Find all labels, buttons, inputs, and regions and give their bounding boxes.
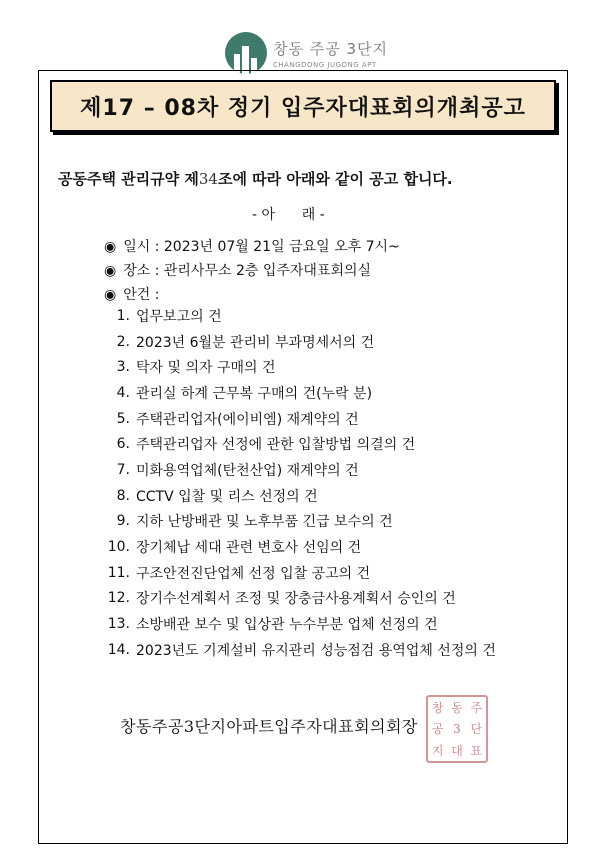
agenda-number: 3. (116, 359, 130, 376)
agenda-list (104, 303, 496, 663)
agenda-number: 5. (116, 410, 130, 427)
seal-character: 3 (453, 721, 461, 736)
agenda-number: 8. (116, 487, 130, 504)
agenda-number: 1. (116, 307, 130, 324)
seal-character: 공 (431, 722, 444, 737)
agenda-label: 안건 : (123, 287, 160, 303)
bullet-icon: ◉ (104, 287, 117, 303)
section-heading: - 아 래 - (252, 207, 325, 223)
datetime-text: 일시 : 2023년 07월 21일 금요일 오후 7시~ (123, 239, 400, 255)
agenda-number: 2. (116, 333, 130, 350)
location-text: 장소 : 관리사무소 2층 입주자대표회의실 (123, 263, 372, 279)
bullet-icon: ◉ (104, 239, 117, 255)
agenda-item (104, 637, 496, 663)
agenda-text: 구조안전진단업체 선정 입찰 공고의 건 (136, 565, 371, 582)
logo-english-name: CHANGDONG JUGONG APT (273, 60, 377, 69)
agenda-item (104, 586, 496, 612)
agenda-text: 지하 난방배관 및 노후부품 긴급 보수의 건 (136, 514, 393, 531)
title-box (50, 80, 556, 132)
agenda-text: 미화용역업체(탄천산업) 재계약의 건 (136, 462, 359, 479)
agenda-item (104, 457, 496, 483)
agenda-item (104, 406, 496, 432)
agenda-item (104, 380, 496, 406)
intro-suffix: 조에 따라 아래와 같이 공고 합니다. (217, 170, 453, 188)
agenda-text: CCTV 입찰 및 리스 선정의 건 (136, 488, 318, 505)
agenda-number: 11. (107, 564, 130, 581)
agenda-item (104, 611, 496, 637)
agenda-item (104, 509, 496, 535)
intro-prefix: 공동주택 관리규약 제 (58, 170, 199, 188)
agenda-item (104, 354, 496, 380)
agenda-item (104, 560, 496, 586)
agenda-text: 2023년 6월분 관리비 부과명세서의 건 (136, 334, 375, 351)
agenda-text: 주택관리업자 선정에 관한 입찰방법 의결의 건 (136, 437, 416, 454)
agenda-text: 업무보고의 건 (136, 308, 222, 325)
intro-sentence (58, 168, 453, 189)
seal-character: 창 (431, 701, 444, 716)
agenda-number: 13. (107, 616, 130, 633)
seal-character: 주 (470, 701, 483, 716)
signature-line: 창동주공3단지아파트입주자대표회의회장 (120, 717, 418, 736)
seal-character: 동 (451, 701, 463, 716)
seal-character: 지 (431, 743, 444, 758)
page-title: 제17 – 08차 정기 입주자대표회의개최공고 (80, 95, 526, 121)
agenda-number: 10. (107, 539, 130, 556)
agenda-number: 9. (116, 513, 130, 530)
agenda-text: 주택관리업자(에이비엠) 재계약의 건 (136, 411, 359, 428)
agenda-text: 탁자 및 의자 구매의 건 (136, 360, 276, 377)
building-logo-icon (225, 32, 267, 74)
agenda-text: 장기체납 세대 관련 변호사 선임의 건 (136, 540, 362, 557)
agenda-label-line (104, 284, 159, 304)
agenda-item (104, 329, 496, 355)
article-number: 34 (198, 170, 218, 188)
agenda-text: 관리실 하계 근무복 구매의 건(누락 분) (136, 385, 373, 402)
seal-character: 표 (470, 743, 483, 758)
agenda-number: 6. (116, 436, 130, 453)
agenda-number: 14. (107, 641, 130, 658)
location-line (104, 260, 371, 280)
agenda-item (104, 303, 496, 329)
agenda-number: 4. (116, 384, 130, 401)
agenda-item (104, 431, 496, 457)
bullet-icon: ◉ (104, 263, 117, 279)
official-seal-stamp (426, 695, 488, 763)
seal-character: 단 (470, 722, 483, 737)
apartment-logo (225, 32, 388, 74)
agenda-text: 2023년도 기계설비 유지관리 성능점검 용역업체 선정의 건 (136, 642, 496, 659)
agenda-item (104, 534, 496, 560)
agenda-text: 소방배관 보수 및 입상관 누수부분 업체 선정의 건 (136, 617, 438, 634)
logo-korean-name: 창동 주공 3단지 (273, 39, 389, 58)
agenda-text: 장기수선계획서 조정 및 장충금사용계획서 승인의 건 (136, 591, 456, 608)
agenda-number: 7. (116, 461, 130, 478)
agenda-number: 12. (107, 590, 130, 607)
seal-character: 대 (451, 743, 463, 758)
agenda-item (104, 483, 496, 509)
datetime-line (104, 236, 400, 256)
